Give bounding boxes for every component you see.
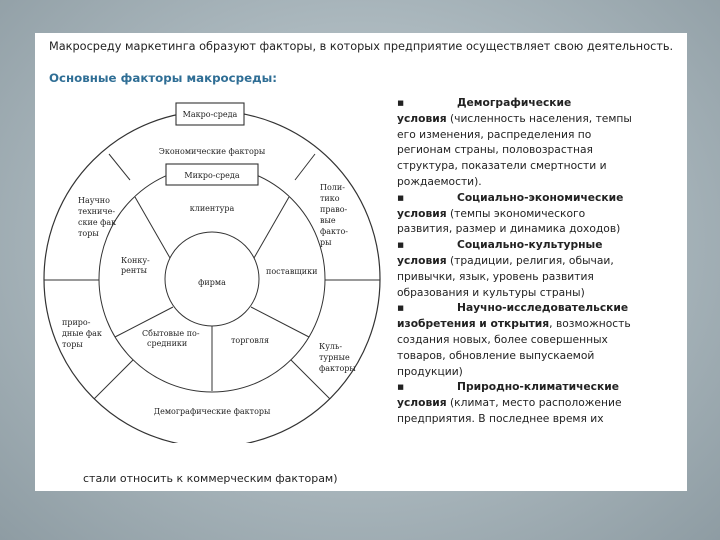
slide bbox=[35, 33, 687, 491]
divider-nw bbox=[295, 154, 315, 180]
list-item: ▪ Природно-климатические условия (климат, место расположение предприятия. В последнее время их bbox=[397, 380, 622, 425]
divider-inner-4 bbox=[251, 307, 309, 337]
firm-label: фирма bbox=[198, 278, 226, 287]
intro-text: Макросреду маркетинга образуют факторы, в которых предприятие осуществляет свою деятельность. bbox=[49, 40, 674, 53]
factors-list bbox=[397, 95, 687, 427]
economic-factors-label: Экономические факторы bbox=[158, 147, 266, 156]
trade-label: торговля bbox=[231, 336, 270, 345]
bullet-icon: ▪ bbox=[397, 96, 405, 109]
sales-intermediaries-label: Сбытовые по- средники bbox=[142, 329, 200, 348]
divider-ne bbox=[109, 154, 130, 180]
outer-circle bbox=[44, 111, 380, 443]
micro-label: Микро-среда bbox=[184, 171, 240, 180]
clients-label: клиентура bbox=[189, 204, 235, 213]
macro-environment-diagram bbox=[35, 33, 395, 443]
list-item: ▪ Социально-культурные условия (традиции, религия, обычаи, привычки, язык, уровень развития образования и культуры страны) bbox=[397, 238, 614, 299]
section-heading: Основные факторы макросреды: bbox=[49, 71, 278, 85]
bullet-icon: ▪ bbox=[397, 380, 405, 394]
cultural-factors-label: Куль- турные факторы bbox=[319, 342, 356, 373]
political-factors-label: Поли- тико право- вые факто- ры bbox=[320, 183, 348, 247]
demographic-factors-label: Демографические факторы bbox=[153, 407, 271, 416]
list-item: ▪ Демографические условия (численность населения, темпы его изменения, распределения по регионам страны, половозрастная структура, показатели смертности и рождаемости). bbox=[397, 96, 632, 188]
bullet-icon: ▪ bbox=[397, 238, 405, 252]
divider-sw bbox=[94, 360, 133, 399]
natural-factors-label: приро- дные фак торы bbox=[62, 318, 102, 349]
competitors-label: Конку- ренты bbox=[121, 256, 150, 275]
list-item: ▪ Социально-экономические условия (темпы экономического развития, размер и динамика доходов) bbox=[397, 190, 624, 236]
divider-inner-2 bbox=[254, 197, 289, 258]
divider-inner-1 bbox=[135, 197, 170, 258]
scientific-factors-label: Научно техниче- ские фак торы bbox=[78, 196, 117, 238]
bullet-icon: ▪ bbox=[397, 301, 405, 315]
suppliers-label: поставщики bbox=[266, 267, 318, 276]
list-item: ▪ Научно-исследовательские изобретения и открытия, возможность создания новых, более совершенных товаров, обновление выпускаемой продукции) bbox=[397, 301, 631, 378]
macro-label: Макро-среда bbox=[182, 110, 238, 119]
footer-text: стали относить к коммерческим факторам) bbox=[83, 472, 338, 485]
bullet-icon: ▪ bbox=[397, 190, 405, 204]
